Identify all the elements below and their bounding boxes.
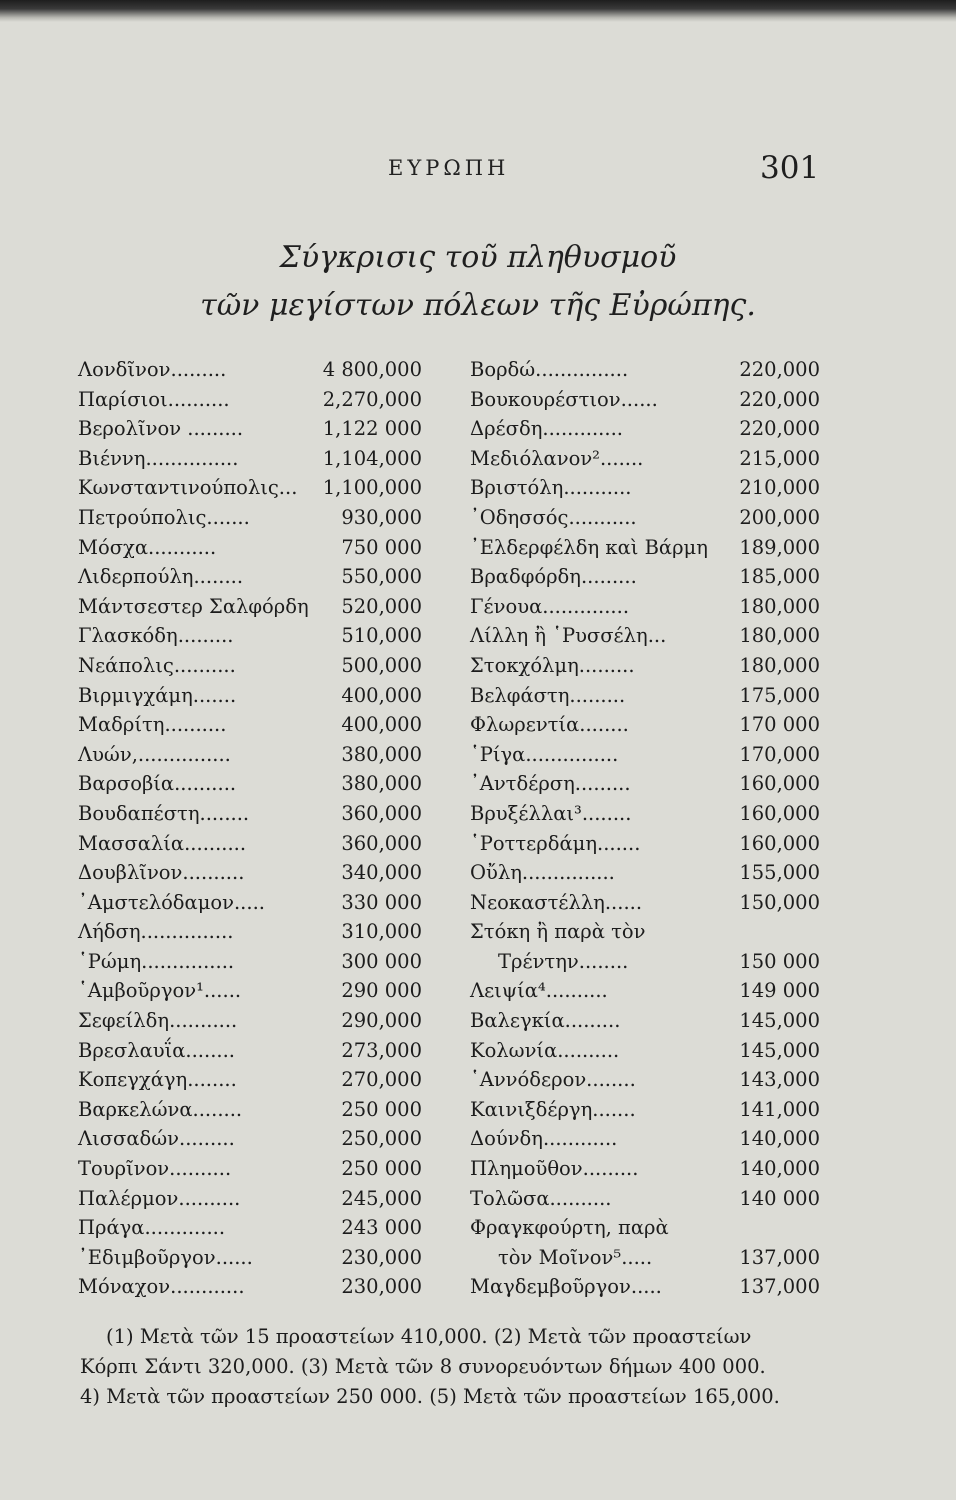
city-name: Λιδερπούλη........	[78, 565, 244, 589]
city-row	[470, 533, 822, 563]
population-value: 180,000	[739, 624, 820, 648]
running-header	[0, 150, 956, 190]
city-name: Παλέρμον..........	[78, 1186, 241, 1210]
city-name: Γλασκόδη.........	[78, 624, 234, 648]
population-value: 550,000	[341, 565, 422, 589]
city-row	[78, 917, 498, 947]
city-name: Βριστόλη...........	[470, 476, 632, 500]
city-row	[470, 1272, 822, 1302]
city-row	[470, 681, 822, 711]
population-value: 243 000	[341, 1216, 422, 1240]
city-name: Βαρσοβία..........	[78, 772, 237, 796]
population-value: 250 000	[341, 1097, 422, 1121]
population-value: 310,000	[341, 920, 422, 944]
city-name: Βαλεγκία.........	[470, 1009, 621, 1033]
city-row	[78, 1065, 498, 1095]
city-row	[470, 829, 822, 859]
city-name: Πετρούπολις.......	[78, 505, 250, 529]
population-value: 250,000	[341, 1127, 422, 1151]
city-name: Μάντσεστερ Σαλφόρδη	[78, 594, 309, 618]
population-value: 520,000	[341, 594, 422, 618]
population-value: 160,000	[739, 831, 820, 855]
city-row	[470, 503, 822, 533]
city-row	[470, 355, 822, 385]
city-name: Μαδρίτη..........	[78, 713, 227, 737]
city-name: Κοπεγχάγη........	[78, 1068, 237, 1092]
population-value: 245,000	[341, 1186, 422, 1210]
population-value: 750 000	[341, 535, 422, 559]
city-row	[78, 385, 498, 415]
population-value: 170 000	[739, 713, 820, 737]
city-name: ᾿Ελδερφέλδη καὶ Βάρμη	[470, 535, 708, 559]
city-row	[78, 503, 498, 533]
population-value: 140 000	[739, 1186, 820, 1210]
city-name: Στοκχόλμη.........	[470, 653, 635, 677]
table-heading-line-1: Σύγκρισις τοῦ πληθυσμοῦ	[279, 240, 677, 275]
city-name: Λειψία⁴..........	[470, 979, 608, 1003]
population-value: 160,000	[739, 772, 820, 796]
population-value: 380,000	[341, 772, 422, 796]
city-row	[470, 621, 822, 651]
city-row	[78, 1272, 498, 1302]
city-row	[78, 1184, 498, 1214]
population-value: 150,000	[739, 890, 820, 914]
city-name: Στόκη ἢ παρὰ τὸν	[470, 920, 646, 944]
footnote-line: Κόρπι Σάντι 320,000. (3) Μετὰ τῶν 8 συνορευόντων δήμων 400 000.	[80, 1355, 766, 1378]
city-row	[470, 769, 822, 799]
city-name: Φραγκφούρτη, παρὰ	[470, 1216, 669, 1240]
population-value: 1,104,000	[322, 446, 422, 470]
population-value: 1,100,000	[322, 476, 422, 500]
population-value: 330 000	[341, 890, 422, 914]
city-name: Μόσχα...........	[78, 535, 217, 559]
population-value: 220,000	[739, 358, 820, 381]
table-heading-line-2: τῶν μεγίστων πόλεων τῆς Εὐρώπης.	[200, 288, 756, 323]
population-value: 4 800,000	[322, 358, 422, 381]
city-name: Γένουα..............	[470, 594, 630, 618]
population-value: 150 000	[739, 949, 820, 973]
city-row	[78, 473, 498, 503]
city-row	[78, 1124, 498, 1154]
population-value: 145,000	[739, 1038, 820, 1062]
city-row	[78, 621, 498, 651]
city-name: Δούνδη............	[470, 1127, 618, 1151]
city-name: Βρεσλαυΐα........	[78, 1038, 235, 1062]
city-row	[470, 562, 822, 592]
city-row	[78, 592, 498, 622]
population-value: 250 000	[341, 1157, 422, 1181]
population-value: 140,000	[739, 1157, 820, 1181]
city-row	[78, 1095, 498, 1125]
population-value: 400,000	[341, 713, 422, 737]
city-name: Καινιξδέργη.......	[470, 1097, 636, 1121]
city-row	[470, 917, 822, 947]
city-name: ᾿Οδησσός...........	[470, 505, 637, 529]
population-value: 380,000	[341, 742, 422, 766]
city-row	[470, 414, 822, 444]
population-value: 930,000	[341, 505, 422, 529]
city-name: ᾿Αμστελόδαμον.....	[78, 890, 265, 914]
city-row	[470, 976, 822, 1006]
city-row	[470, 740, 822, 770]
city-name: Βελφάστη.........	[470, 683, 626, 707]
city-row	[78, 1036, 498, 1066]
city-row	[78, 888, 498, 918]
city-row	[470, 1213, 822, 1243]
city-row	[78, 562, 498, 592]
city-name: Βορδώ...............	[470, 358, 629, 381]
city-row	[470, 1243, 822, 1273]
city-name: Βιέννη...............	[78, 446, 239, 470]
city-name: Βερολῖνον .........	[78, 417, 244, 441]
population-value: 220,000	[739, 417, 820, 441]
city-name: Βρυξέλλαι³........	[470, 801, 632, 825]
city-row	[78, 769, 498, 799]
city-name: Σεφείλδη...........	[78, 1009, 238, 1033]
footnote-line: (1) Μετὰ τῶν 15 προαστείων 410,000. (2) Μετὰ τῶν προαστείων	[106, 1325, 752, 1348]
city-name: Μόναχον............	[78, 1275, 245, 1299]
population-value: 220,000	[739, 387, 820, 411]
population-value: 145,000	[739, 1009, 820, 1033]
city-name: Λισσαδών.........	[78, 1127, 235, 1151]
city-name: Δουβλῖνον..........	[78, 861, 245, 885]
city-name: Λήδση...............	[78, 920, 234, 944]
population-value: 143,000	[739, 1068, 820, 1092]
population-value: 290,000	[341, 1009, 422, 1033]
city-row	[470, 1065, 822, 1095]
city-row	[470, 444, 822, 474]
city-row	[470, 651, 822, 681]
population-value: 175,000	[739, 683, 820, 707]
city-name: Λονδῖνον.........	[78, 358, 227, 381]
population-value: 273,000	[341, 1038, 422, 1062]
city-row	[78, 414, 498, 444]
population-value: 1,122 000	[322, 417, 422, 441]
city-row	[78, 976, 498, 1006]
city-name: Λυών,...............	[78, 742, 231, 766]
city-name: Νεοκαστέλλη......	[470, 890, 643, 914]
city-name: Μεδιόλανον².......	[470, 446, 644, 470]
population-value: 200,000	[739, 505, 820, 529]
population-value: 189,000	[739, 535, 820, 559]
city-name: Φλωρεντία........	[470, 713, 629, 737]
city-row	[470, 710, 822, 740]
population-value: 137,000	[739, 1275, 820, 1299]
city-name: ῾Ρώμη...............	[78, 949, 235, 973]
city-row	[78, 681, 498, 711]
city-name: ᾿Εδιμβοῦργον......	[78, 1245, 253, 1269]
city-row	[470, 385, 822, 415]
city-name: ῾Ροττερδάμη.......	[470, 831, 641, 855]
city-name: τὸν Μοῖνον⁵.....	[498, 1245, 653, 1269]
city-name: Βουκουρέστιον......	[470, 387, 658, 411]
city-name: ῾Αννόδερον........	[470, 1068, 636, 1092]
population-value: 230,000	[341, 1275, 422, 1299]
city-row	[78, 947, 498, 977]
population-value: 270,000	[341, 1068, 422, 1092]
city-name: Παρίσιοι..........	[78, 387, 230, 411]
city-row	[78, 355, 498, 385]
city-name: Μαγδεμβοῦργον.....	[470, 1275, 662, 1299]
population-value: 140,000	[739, 1127, 820, 1151]
city-row	[470, 1095, 822, 1125]
city-name: Οὔλη...............	[470, 861, 615, 885]
city-row	[78, 533, 498, 563]
city-row	[78, 1006, 498, 1036]
city-row	[470, 947, 822, 977]
city-name: Λίλλη ἢ ῾Ρυσσέλη...	[470, 624, 667, 648]
running-title: ΕΥΡΩΠΗ	[388, 156, 510, 180]
city-row	[470, 592, 822, 622]
city-row	[470, 473, 822, 503]
city-name: Μασσαλία..........	[78, 831, 247, 855]
left-city-column	[78, 355, 498, 1302]
city-row	[470, 858, 822, 888]
population-value: 360,000	[341, 831, 422, 855]
city-row	[470, 888, 822, 918]
population-value: 185,000	[739, 565, 820, 589]
city-name: Τρέντην........	[498, 949, 629, 973]
city-row	[78, 1213, 498, 1243]
city-row	[78, 740, 498, 770]
population-value: 160,000	[739, 801, 820, 825]
city-row	[470, 1124, 822, 1154]
city-name: Βραδφόρδη.........	[470, 565, 637, 589]
city-name: Βαρκελώνα........	[78, 1097, 243, 1121]
population-value: 170,000	[739, 742, 820, 766]
city-name: Τουρῖνον..........	[78, 1157, 232, 1181]
city-row	[78, 444, 498, 474]
footnote-line: 4) Μετὰ τῶν προαστείων 250 000. (5) Μετὰ τῶν προαστείων 165,000.	[80, 1385, 780, 1408]
population-value: 180,000	[739, 594, 820, 618]
city-name: Πλημοῦθον.........	[470, 1157, 639, 1181]
population-value: 2,270,000	[322, 387, 422, 411]
city-name: Δρέσδη.............	[470, 417, 623, 441]
right-city-column	[470, 355, 822, 1302]
city-row	[470, 1036, 822, 1066]
city-name: Κολωνία..........	[470, 1038, 620, 1062]
city-row	[78, 1243, 498, 1273]
population-value: 180,000	[739, 653, 820, 677]
population-value: 400,000	[341, 683, 422, 707]
city-row	[470, 1006, 822, 1036]
city-row	[78, 829, 498, 859]
city-name: ῾Αμβοῦργον¹......	[78, 979, 242, 1003]
city-row	[78, 651, 498, 681]
population-value: 500,000	[341, 653, 422, 677]
city-row	[78, 799, 498, 829]
population-value: 290 000	[341, 979, 422, 1003]
population-value: 300 000	[341, 949, 422, 973]
population-value: 210,000	[739, 476, 820, 500]
city-row	[470, 1154, 822, 1184]
city-row	[470, 1184, 822, 1214]
city-name: Βουδαπέστη........	[78, 801, 250, 825]
city-name: ᾿Αντδέρση.........	[470, 772, 631, 796]
city-row	[470, 799, 822, 829]
population-value: 215,000	[739, 446, 820, 470]
city-name: Πράγα.............	[78, 1216, 226, 1240]
population-value: 360,000	[341, 801, 422, 825]
page-top-edge	[0, 0, 956, 22]
footnotes	[80, 1322, 840, 1412]
city-name: Κωνσταντινούπολις...	[78, 476, 298, 500]
population-value: 510,000	[341, 624, 422, 648]
city-name: Νεάπολις..........	[78, 653, 236, 677]
population-value: 137,000	[739, 1245, 820, 1269]
city-name: Βιρμιγχάμη.......	[78, 683, 237, 707]
population-value: 155,000	[739, 861, 820, 885]
page-number: 301	[760, 150, 820, 186]
population-value: 141,000	[739, 1097, 820, 1121]
city-name: Τολῶσα..........	[470, 1186, 612, 1210]
city-row	[78, 710, 498, 740]
city-row	[78, 1154, 498, 1184]
population-value: 340,000	[341, 861, 422, 885]
city-row	[78, 858, 498, 888]
population-value: 230,000	[341, 1245, 422, 1269]
population-value: 149 000	[739, 979, 820, 1003]
city-name: ῾Ρίγα...............	[470, 742, 619, 766]
